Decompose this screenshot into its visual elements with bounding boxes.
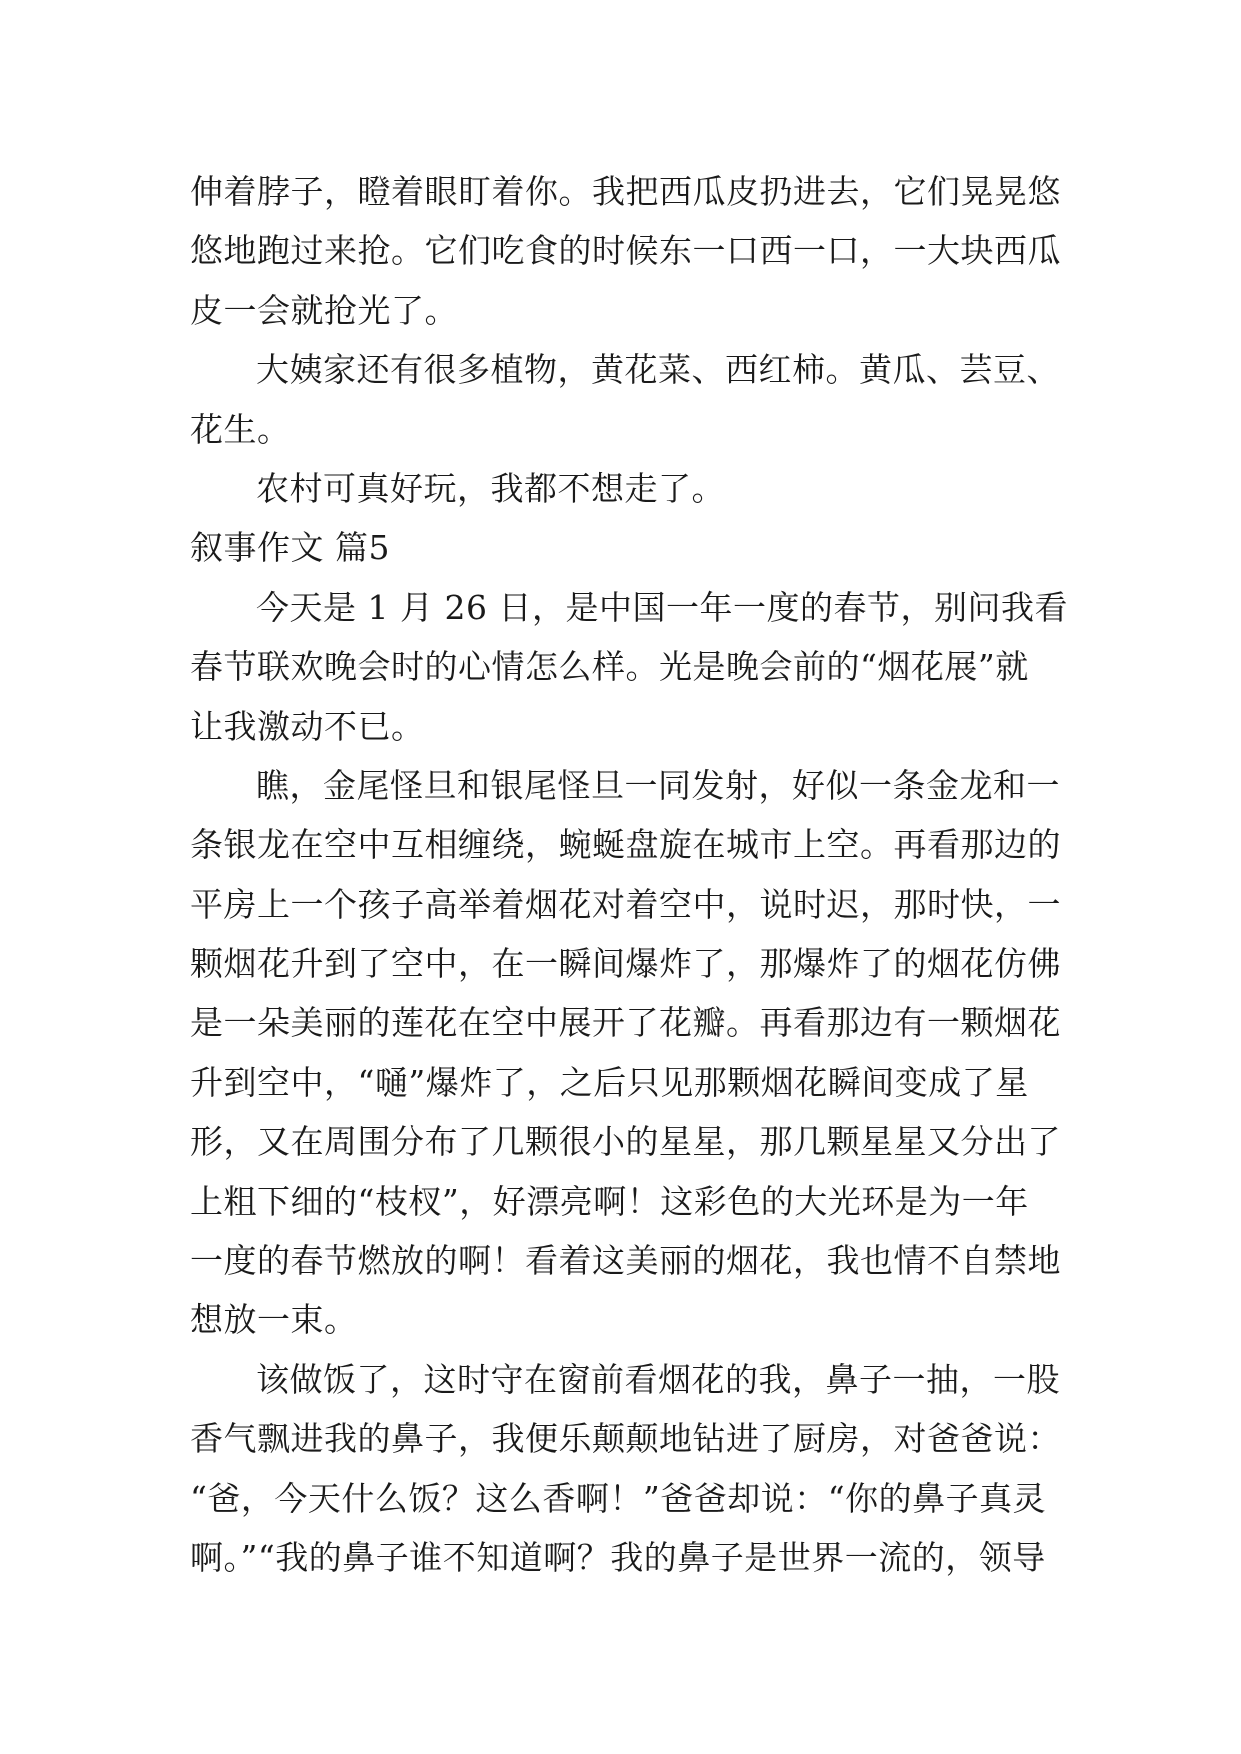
text-line: 今天是 1 月 26 日，是中国一年一度的春节，别问我看 [256, 587, 1068, 627]
text-line: 花生。 [190, 409, 291, 449]
text-line: 是一朵美丽的莲花在空中展开了花瓣。再看那边有一颗烟花 [190, 1003, 1061, 1043]
text-line: 让我激动不已。 [190, 706, 425, 746]
text-line: 伸着脖子，瞪着眼盯着你。我把西瓜皮扔进去，它们晃晃悠 [190, 172, 1061, 211]
text-line: 升到空中，“嗵”爆炸了，之后只见那颗烟花瞬间变成了星 [190, 1062, 1029, 1102]
text-line: 农村可真好玩，我都不想走了。 [256, 468, 725, 508]
text-line: 皮一会就抢光了。 [190, 290, 458, 330]
text-line: 悠地跑过来抢。它们吃食的时候东一口西一口，一大块西瓜 [190, 231, 1061, 271]
text-line: 形，又在周围分布了几颗很小的星星，那几颗星星又分出了 [190, 1122, 1061, 1162]
text-line: 春节联欢晚会时的心情怎么样。光是晚会前的“烟花展”就 [190, 647, 1029, 687]
text-line: 平房上一个孩子高举着烟花对着空中，说时迟，那时快，一 [190, 884, 1061, 924]
text-line: 上粗下细的“枝杈”，好漂亮啊！这彩色的大光环是为一年 [190, 1181, 1029, 1221]
text-line: 香气飘进我的鼻子，我便乐颠颠地钻进了厨房，对爸爸说： [190, 1419, 1061, 1459]
section-heading: 叙事作文 篇5 [190, 528, 390, 568]
text-line: 该做饭了，这时守在窗前看烟花的我，鼻子一抽，一股 [256, 1359, 1060, 1399]
text-line: 条银龙在空中互相缠绕，蜿蜒盘旋在城市上空。再看那边的 [190, 825, 1061, 865]
text-line: 想放一束。 [190, 1300, 358, 1340]
text-line: 瞧，金尾怪旦和银尾怪旦一同发射，好似一条金龙和一 [256, 765, 1060, 805]
document-body [190, 162, 1070, 1587]
text-line: 大姨家还有很多植物，黄花菜、西红柿。黄瓜、芸豆、 [256, 350, 1060, 390]
text-line: 啊。”“我的鼻子谁不知道啊？我的鼻子是世界一流的，领导 [190, 1537, 1046, 1577]
text-line: 颗烟花升到了空中，在一瞬间爆炸了，那爆炸了的烟花仿佛 [190, 944, 1061, 984]
text-line: “爸，今天什么饭？这么香啊！”爸爸却说：“你的鼻子真灵 [190, 1478, 1047, 1518]
text-line: 一度的春节燃放的啊！看着这美丽的烟花，我也情不自禁地 [190, 1241, 1061, 1281]
